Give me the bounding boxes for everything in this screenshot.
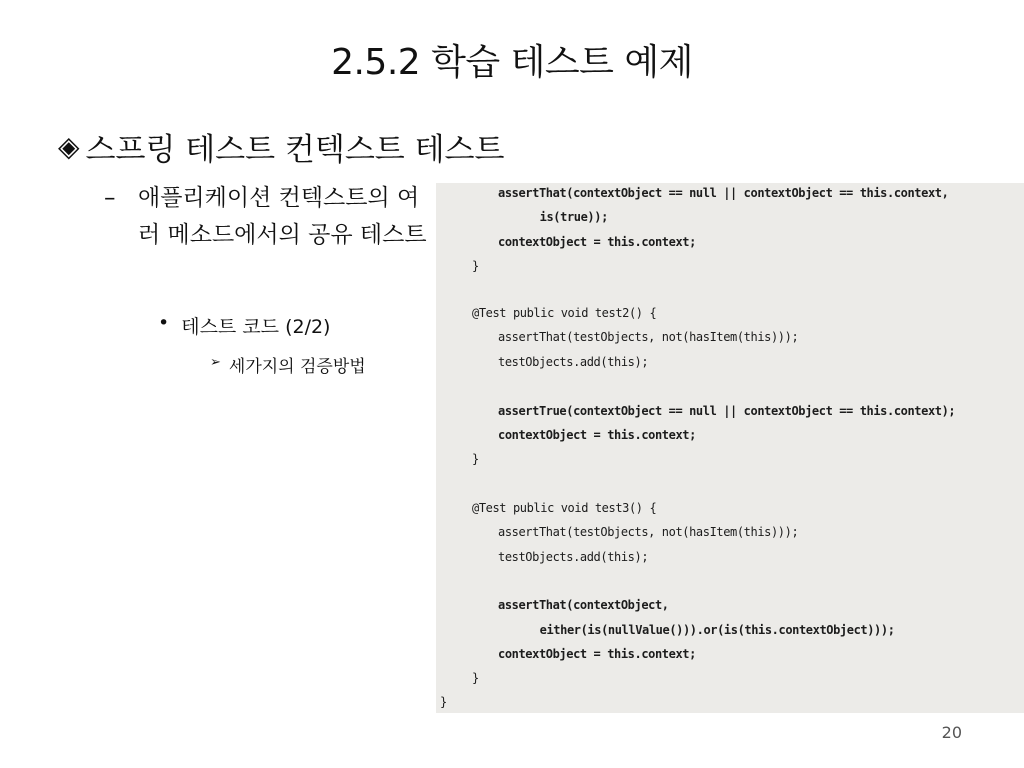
arrow-bullet-icon: ➢ [210, 355, 221, 370]
code-line: } [472, 671, 479, 685]
code-line: contextObject = this.context; [498, 235, 696, 249]
code-line: } [440, 695, 447, 709]
code-line: testObjects.add(this); [498, 355, 649, 369]
heading-text: 스프링 테스트 컨텍스트 테스트 [85, 132, 505, 168]
subitem-bullet-item [210, 352, 366, 377]
code-line: assertThat(testObjects, not(hasItem(this))); [498, 330, 799, 344]
subitem-bullet-text: 세가지의 검증방법 [228, 357, 366, 377]
code-line: @Test public void test2() { [472, 306, 657, 320]
diamond-bullet-icon: ◈ [58, 130, 80, 163]
code-line: assertThat(contextObject == null || contextObject == this.context, [498, 186, 949, 200]
code-line: testObjects.add(this); [498, 550, 649, 564]
code-line: assertThat(testObjects, not(hasItem(this))); [498, 525, 799, 539]
code-line: @Test public void test3() { [472, 501, 657, 515]
slide-title: 2.5.2 학습 테스트 예제 [331, 42, 693, 83]
code-line: } [472, 452, 479, 466]
code-line: contextObject = this.context; [498, 428, 696, 442]
code-line: } [472, 259, 479, 273]
page-number: 20 [941, 723, 962, 742]
dash-bullet-icon: – [104, 185, 116, 211]
code-line: either(is(nullValue())).or(is(this.contextObject))); [526, 623, 895, 637]
sub-bullet-text: 애플리케이션 컨텍스트의 여러 메소드에서의 공유 테스트 [138, 185, 427, 248]
item-bullet-text: 테스트 코드 (2/2) [181, 316, 331, 338]
code-line: is(true)); [526, 210, 608, 224]
heading-bullet-item [58, 124, 504, 169]
code-line: contextObject = this.context; [498, 647, 696, 661]
sub-bullet-item [104, 180, 434, 254]
code-screenshot [436, 183, 1024, 713]
item-bullet-item [158, 312, 330, 339]
code-line: assertThat(contextObject, [498, 598, 669, 612]
dot-bullet-icon: • [158, 312, 170, 334]
code-line: assertTrue(contextObject == null || contextObject == this.context); [498, 404, 956, 418]
